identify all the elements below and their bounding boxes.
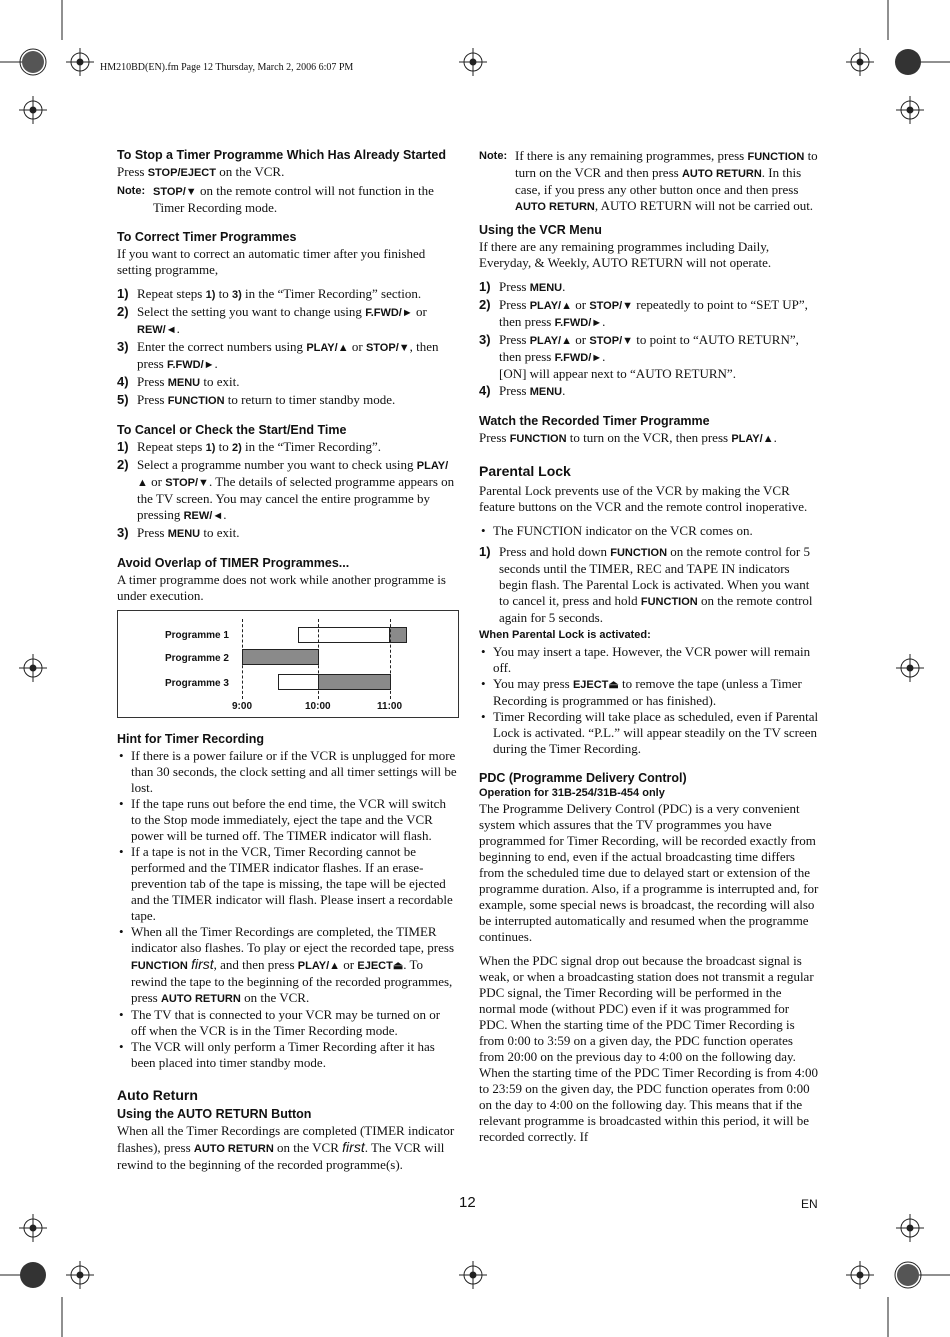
correct-heading: To Correct Timer Programmes	[117, 230, 297, 244]
stop-timer-text: Press STOP/EJECT on the VCR.	[117, 164, 285, 179]
time-line-10	[318, 619, 319, 699]
pdc-paragraph-2: When the PDC signal drop out because the broadcast signal is weak, or when a broadcasting station does not transmit a regular PDC signal, the Timer Recording will be performed in the normal mode (without PDC) even if it was programmed for PDC. When the starting time of the PDC Timer Recording is from 0:00 to 3:59 on a given day, the PDC function operates from 20:00 on the previous day to 4:00 on the following day. When the starting time of the PDC Timer Recording is from 4:00 to 23:59 on the given day, the PDC function operates from 0:00 on the day to 4:00 on the following day. This means that if the relevant programme is broadcasted within this period, it will be recorded correctly. If	[479, 953, 819, 1144]
programme-3-bar	[278, 674, 319, 690]
hint-item: • The VCR will only perform a Timer Recording after it has been placed into timer standby mode.	[131, 1039, 457, 1071]
pdc-paragraph-1: The Programme Delivery Control (PDC) is a very convenient system which assures that the TV programmes you have programmed for Timer Recording, will be recorded exactly from beginning to end, even if the actual broadcasting time differs from the scheduled time due to delayed start or extension of the programme duration. Also, if a programme is interrupted and, for example, some special news is broadcast, the recording will also be interrupted automatically and resumed when the programme continues.	[479, 801, 819, 944]
cancel-step-2: 2) Select a programme number you want to check using PLAY/▲ or STOP/▼. The details of selected programme appears on the TV screen. You may cancel the entire programme by pressing REW/◄.	[117, 457, 455, 522]
parental-indicator-list	[479, 523, 819, 539]
parental-subheading: When Parental Lock is activated:	[479, 629, 651, 641]
programme-1-overlap-bar	[389, 627, 407, 643]
hint-heading: Hint for Timer Recording	[117, 732, 265, 746]
overlap-diagram	[117, 610, 459, 718]
parental-step-1: 1) Press and hold down FUNCTION on the remote control for 5 seconds until the TIMER, REC and TAPE IN indicators begin flash. The Parental Lock is activated. When you want to cancel it, press and hold FUNCTION on the remote control again for 5 seconds.	[479, 544, 813, 625]
correct-step-2: 2) Select the setting you want to change using F.FWD/► or REW/◄.	[117, 304, 427, 336]
programme-2-label: Programme 2	[165, 653, 229, 664]
pdc-heading: PDC (Programme Delivery Control)	[479, 771, 687, 785]
programme-2-bar	[242, 649, 319, 665]
vcr-menu-step-3: 3) Press PLAY/▲ or STOP/▼ to point to “AUTO RETURN”, then press F.FWD/►. [ON] will appear next to “AUTO RETURN”.	[479, 332, 799, 381]
correct-step-1: 1) Repeat steps 1) to 3) in the “Timer Recording” section.	[117, 286, 422, 301]
auto-return-text: When all the Timer Recordings are completed (TIMER indicator flashes), press AUTO RETURN on the VCR first. The VCR will rewind to the beginning of the recorded programme(s).	[117, 1123, 455, 1172]
overlap-heading: Avoid Overlap of TIMER Programmes...	[117, 556, 350, 570]
auto-return-note: Note: If there is any remaining programmes, press FUNCTION to turn on the VCR and then press AUTO RETURN. In this case, if you press any other button once and then press AUTO RETURN, AUTO RETURN will not be carried out.	[479, 148, 818, 213]
stop-timer-note: Note: STOP/▼ on the remote control will not function in the Timer Recording mode.	[117, 183, 434, 215]
cancel-heading: To Cancel or Check the Start/End Time	[117, 423, 347, 437]
vcr-menu-step-2: 2) Press PLAY/▲ or STOP/▼ repeatedly to point to “SET UP”, then press F.FWD/►.	[479, 297, 808, 329]
programme-3-overlap-bar	[318, 674, 391, 690]
pdc-subheading: Operation for 31B-254/31B-454 only	[479, 787, 665, 799]
parental-list	[479, 644, 819, 757]
file-header: HM210BD(EN).fm Page 12 Thursday, March 2, 2006 6:07 PM	[100, 62, 354, 73]
programme-1-bar	[298, 627, 390, 643]
watch-heading: Watch the Recorded Timer Programme	[479, 414, 710, 428]
auto-return-subheading: Using the AUTO RETURN Button	[117, 1107, 312, 1121]
time-label-9: 9:00	[232, 701, 253, 712]
parental-item: • The FUNCTION indicator on the VCR comes on.	[493, 523, 819, 539]
parental-item: • Timer Recording will take place as scheduled, even if Parental Lock is activated. “P.L.” will appear steadily on the TV screen during the Timer Recording.	[493, 709, 819, 757]
hint-item: • If a tape is not in the VCR, Timer Recording cannot be performed and the TIMER indicator flashes. If an erase-prevention tab of the tape is missing, the tape will be ejected and the TIMER indicator will flash. Please insert a recordable tape.	[131, 844, 457, 924]
time-line-9	[242, 619, 243, 699]
correct-step-4: 4) Press MENU to exit.	[117, 374, 240, 389]
left-column	[117, 134, 457, 1175]
hint-item: • When all the Timer Recordings are completed, the TIMER indicator also flashes. To play or eject the recorded tape, press FUNCTION first, and then press PLAY/▲ or EJECT⏏. To rewind the tape to the beginning of the recorded programmes, press AUTO RETURN on the VCR.	[131, 924, 457, 1007]
correct-step-5: 5) Press FUNCTION to return to timer standby mode.	[117, 392, 396, 407]
hint-item: • If the tape runs out before the end time, the VCR will switch to the Stop mode immediately, eject the tape and the VCR power will be turned off. The TIMER indicator will flash.	[131, 796, 457, 844]
watch-text: Press FUNCTION to turn on the VCR, then press PLAY/▲.	[479, 430, 777, 445]
hint-item: • The TV that is connected to your VCR may be turned on or off when the VCR is in the Timer Recording mode.	[131, 1007, 457, 1039]
vcr-menu-heading: Using the VCR Menu	[479, 223, 602, 237]
time-label-11: 11:00	[377, 701, 403, 712]
programme-1-label: Programme 1	[165, 630, 229, 641]
parental-item: • You may press EJECT⏏ to remove the tape (unless a Timer Recording is programmed or has finished).	[493, 676, 819, 709]
right-column	[479, 148, 819, 1147]
time-label-10: 10:00	[305, 701, 331, 712]
parental-heading: Parental Lock	[479, 463, 571, 479]
vcr-menu-step-4: 4) Press MENU.	[479, 383, 566, 398]
overlap-text: A timer programme does not work while another programme is under execution.	[117, 572, 446, 603]
hint-list	[117, 748, 457, 1071]
language-label: EN	[801, 1197, 818, 1211]
parental-intro: Parental Lock prevents use of the VCR by making the VCR feature buttons on the VCR and the remote control inoperative.	[479, 483, 808, 514]
cancel-step-1: 1) Repeat steps 1) to 2) in the “Timer Recording”.	[117, 439, 382, 454]
time-line-11	[390, 619, 391, 699]
page-number: 12	[459, 1194, 476, 1211]
programme-3-label: Programme 3	[165, 678, 229, 689]
auto-return-heading: Auto Return	[117, 1087, 198, 1103]
correct-intro: If you want to correct an automatic timer after you finished setting programme,	[117, 246, 426, 277]
stop-timer-heading: To Stop a Timer Programme Which Has Already Started	[117, 148, 447, 162]
cancel-step-3: 3) Press MENU to exit.	[117, 525, 240, 540]
correct-step-3: 3) Enter the correct numbers using PLAY/▲ or STOP/▼, then press F.FWD/►.	[117, 339, 439, 371]
hint-item: • If there is a power failure or if the VCR is unplugged for more than 30 seconds, the clock setting and all timer settings will be lost.	[131, 748, 457, 796]
vcr-menu-intro: If there are any remaining programmes including Daily, Everyday, & Weekly, AUTO RETURN will not operate.	[479, 239, 772, 270]
parental-item: • You may insert a tape. However, the VCR power will remain off.	[493, 644, 819, 676]
vcr-menu-step-1: 1) Press MENU.	[479, 279, 566, 294]
